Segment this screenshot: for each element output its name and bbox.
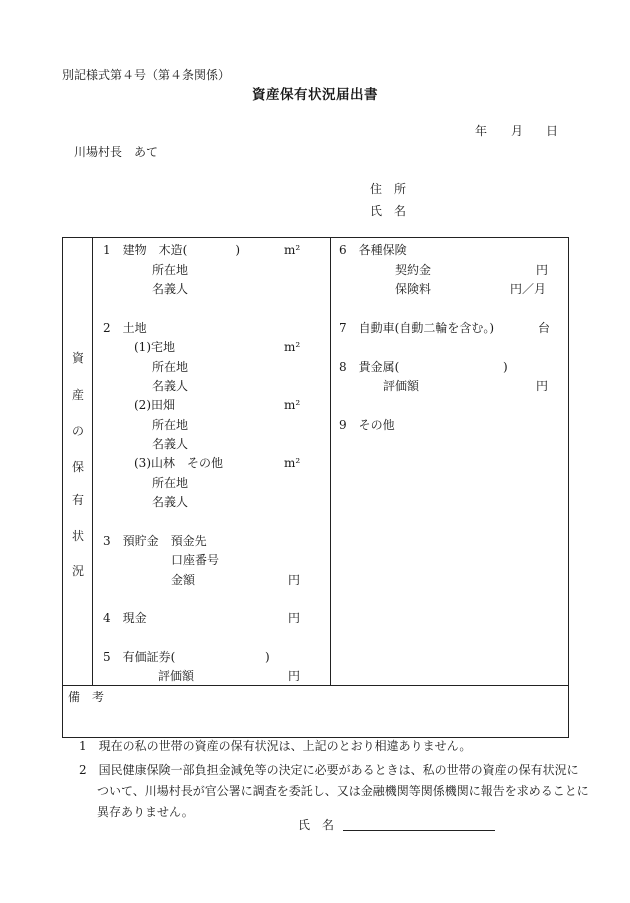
side-label-char: 資	[71, 351, 84, 365]
note-2-line-1: 2 国民健康保険一部負担金減免等の決定に必要があるときは、私の世帯の資産の保有状況に	[79, 763, 579, 777]
side-label-char: 保	[71, 460, 84, 474]
item-land-forest-location: 所在地	[152, 476, 189, 490]
side-label-char: 況	[71, 564, 84, 578]
item-land-residential-location: 所在地	[152, 360, 189, 374]
item-cash-label: 4 現金	[103, 611, 147, 625]
item-securities-label: 5 有価証券(	[103, 650, 176, 664]
item-deposits-amount: 金額	[171, 573, 196, 587]
item-insurance-label: 6 各種保険	[339, 243, 407, 257]
item-other-label: 9 その他	[339, 418, 395, 432]
item-insurance-contract: 契約金	[395, 263, 432, 277]
note-1: 1 現在の私の世帯の資産の保有状況は、上記のとおり相違ありません。	[79, 739, 472, 753]
remarks-divider	[62, 685, 569, 686]
item-insurance-contract-unit: 円	[536, 263, 549, 277]
side-label-char: 状	[71, 529, 84, 543]
item-buildings-unit: m²	[284, 243, 301, 257]
item-insurance-premium-unit: 円／月	[510, 282, 547, 296]
date-day-label: 日	[546, 124, 559, 138]
item-securities-paren: )	[265, 650, 270, 664]
item-vehicles-label: 7 自動車(自動二輪を含む。)	[339, 321, 494, 335]
item-precious-metals-paren: )	[503, 360, 508, 374]
item-land-farmland-location: 所在地	[152, 418, 189, 432]
signature-label: 氏 名	[298, 818, 335, 832]
item-land-residential-owner: 名義人	[152, 379, 189, 393]
item-insurance-premium: 保険料	[395, 282, 432, 296]
note-2-line-2: ついて、川場村長が官公署に調査を委託し、又は金融機関等関係機関に報告を求めることに	[97, 784, 589, 798]
item-deposits-unit: 円	[288, 573, 301, 587]
item-buildings-label: 1 建物 木造( )	[103, 243, 240, 257]
date-month-label: 月	[511, 124, 524, 138]
item-land-forest-owner: 名義人	[152, 495, 189, 509]
side-label-char: 産	[71, 388, 84, 402]
item-land-farmland-owner: 名義人	[152, 437, 189, 451]
item-precious-metals-value: 評価額	[383, 379, 420, 393]
date-year-label: 年	[475, 124, 488, 138]
item-buildings-location: 所在地	[152, 263, 189, 277]
addressee: 川場村長 あて	[74, 145, 159, 159]
item-cash-unit: 円	[288, 611, 301, 625]
item-land-farmland-unit: m²	[284, 398, 301, 412]
item-land-residential: (1)宅地	[134, 340, 175, 354]
remarks-label: 備 考	[68, 690, 105, 704]
center-divider	[330, 237, 331, 686]
side-column-divider	[92, 237, 93, 686]
side-label-char: 有	[71, 493, 84, 507]
item-land-forest-unit: m²	[284, 456, 301, 470]
item-securities-unit: 円	[288, 669, 301, 683]
item-land-residential-unit: m²	[284, 340, 301, 354]
item-land-label: 2 土地	[103, 321, 147, 335]
form-number: 別記様式第４号（第４条関係）	[62, 68, 231, 82]
item-vehicles-unit: 台	[538, 321, 551, 335]
note-2-line-3: 異存ありません。	[97, 805, 194, 819]
item-buildings-owner: 名義人	[152, 282, 189, 296]
item-deposits-label: 3 預貯金 預金先	[103, 534, 207, 548]
item-securities-value: 評価額	[158, 669, 195, 683]
address-label: 住 所	[370, 182, 407, 196]
signature-line[interactable]	[343, 830, 495, 831]
document-title: 資産保有状況届出書	[252, 87, 378, 103]
name-label: 氏 名	[370, 204, 407, 218]
item-deposits-account: 口座番号	[171, 553, 220, 567]
item-land-forest: (3)山林 その他	[134, 456, 223, 470]
item-precious-metals-unit: 円	[536, 379, 549, 393]
item-precious-metals-label: 8 貴金属(	[339, 360, 400, 374]
item-land-farmland: (2)田畑	[134, 398, 175, 412]
side-label-char: の	[71, 424, 84, 438]
